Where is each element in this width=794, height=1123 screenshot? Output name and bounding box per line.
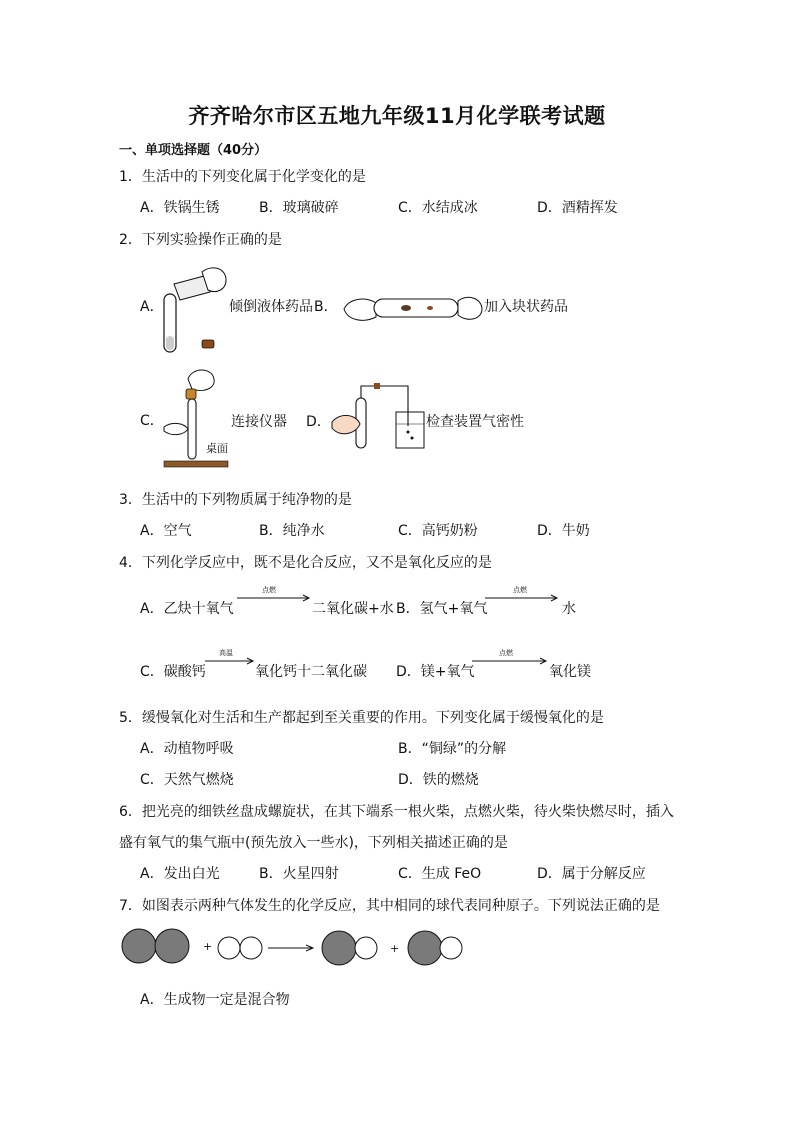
light-atom: [440, 937, 462, 959]
q6-option-d: D．属于分解反应: [537, 866, 646, 882]
q3-option-d: D．牛奶: [537, 523, 590, 539]
q4-option-b-reactants: B．氢气+氧气: [396, 601, 488, 617]
reaction-arrow: [237, 593, 311, 603]
q4-option-a-condition: 点燃: [262, 586, 276, 594]
q4-option-d-condition: 点燃: [499, 649, 513, 657]
dark-atom: [322, 931, 356, 965]
light-atom: [240, 937, 262, 959]
question-5-stem: 5．缓慢氧化对生活和生产都起到至关重要的作用。下列变化属于缓慢氧化的是: [119, 710, 604, 726]
question-4-stem: 4．下列化学反应中，既不是化合反应，又不是氧化反应的是: [119, 555, 492, 571]
airtightness-check-illustration: [330, 382, 430, 454]
dark-atom: [122, 929, 156, 963]
q2-option-a-caption: 倾倒液体药品: [229, 299, 313, 315]
q1-option-c: C．水结成冰: [398, 200, 478, 216]
page-title: 齐齐哈尔市区五地九年级11月化学联考试题: [188, 104, 606, 128]
plus-sign: +: [390, 942, 400, 955]
dark-atom: [408, 931, 442, 965]
reaction-arrow: [205, 656, 255, 666]
q6-option-b: B．火星四射: [259, 866, 339, 882]
q1-option-b: B．玻璃破碎: [259, 200, 339, 216]
dark-atom: [155, 929, 189, 963]
adding-solid-illustration: [340, 287, 485, 327]
reaction-arrow: [485, 593, 559, 603]
q4-option-a-products: 二氧化碳+水: [312, 601, 394, 617]
section-heading: 一、单项选择题（40分）: [119, 143, 268, 158]
q2-option-c-letter: C．: [140, 413, 164, 429]
q1-option-d: D．酒精挥发: [537, 200, 618, 216]
q2-option-c-caption: 连接仪器: [231, 414, 287, 430]
q4-option-b-products: 水: [562, 601, 576, 617]
q4-option-c-condition: 高温: [219, 649, 233, 657]
q2-option-b-letter: B．: [314, 299, 338, 315]
q5-option-b: B．“铜绿”的分解: [398, 741, 507, 757]
q3-option-a: A．空气: [140, 523, 192, 539]
q6-option-a: A．发出白光: [140, 866, 220, 882]
q3-option-b: B．纯净水: [259, 523, 325, 539]
light-atom: [218, 937, 240, 959]
q2-desk-label: 桌面: [206, 442, 228, 455]
q1-option-a: A．铁锅生锈: [140, 200, 220, 216]
q4-option-a-reactants: A．乙炔十氧气: [140, 601, 234, 617]
q4-option-d-reactants: D．镁+氧气: [396, 664, 475, 680]
q2-option-d-letter: D．: [306, 414, 331, 430]
q2-option-b-caption: 加入块状药品: [484, 299, 568, 315]
q4-option-c-reactants: C．碳酸钙: [140, 664, 206, 680]
question-7-stem: 7．如图表示两种气体发生的化学反应，其中相同的球代表同种原子。下列说法正确的是: [119, 898, 660, 914]
pouring-liquid-illustration: [160, 262, 232, 358]
light-atom: [355, 937, 377, 959]
q4-option-b-condition: 点燃: [513, 586, 527, 594]
question-1-stem: 1．生活中的下列变化属于化学变化的是: [119, 169, 366, 185]
molecule-reaction-diagram: [120, 928, 470, 968]
q4-option-d-products: 氧化镁: [549, 664, 591, 680]
q5-option-a: A．动植物呼吸: [140, 741, 234, 757]
reaction-arrow: [472, 656, 548, 666]
q5-option-d: D．铁的燃烧: [398, 772, 479, 788]
q3-option-c: C．高钙奶粉: [398, 523, 478, 539]
q2-option-d-caption: 检查装置气密性: [426, 414, 524, 430]
q2-option-a-letter: A．: [140, 299, 164, 315]
q5-option-c: C．天然气燃烧: [140, 772, 234, 788]
q7-option-a: A．生成物一定是混合物: [140, 992, 290, 1008]
plus-sign: +: [203, 940, 213, 953]
question-6-stem-line-1: 6．把光亮的细铁丝盘成螺旋状，在其下端系一根火柴，点燃火柴，待火柴快燃尽时，插入: [119, 804, 674, 820]
question-2-stem: 2．下列实验操作正确的是: [119, 232, 282, 248]
q4-option-c-products: 氧化钙十二氧化碳: [255, 664, 367, 680]
question-6-stem-line-2: 盛有氧气的集气瓶中(预先放入一些水)，下列相关描述正确的是: [119, 835, 508, 851]
q6-option-c: C．生成 FeO: [398, 866, 482, 882]
question-3-stem: 3．生活中的下列物质属于纯净物的是: [119, 492, 352, 508]
